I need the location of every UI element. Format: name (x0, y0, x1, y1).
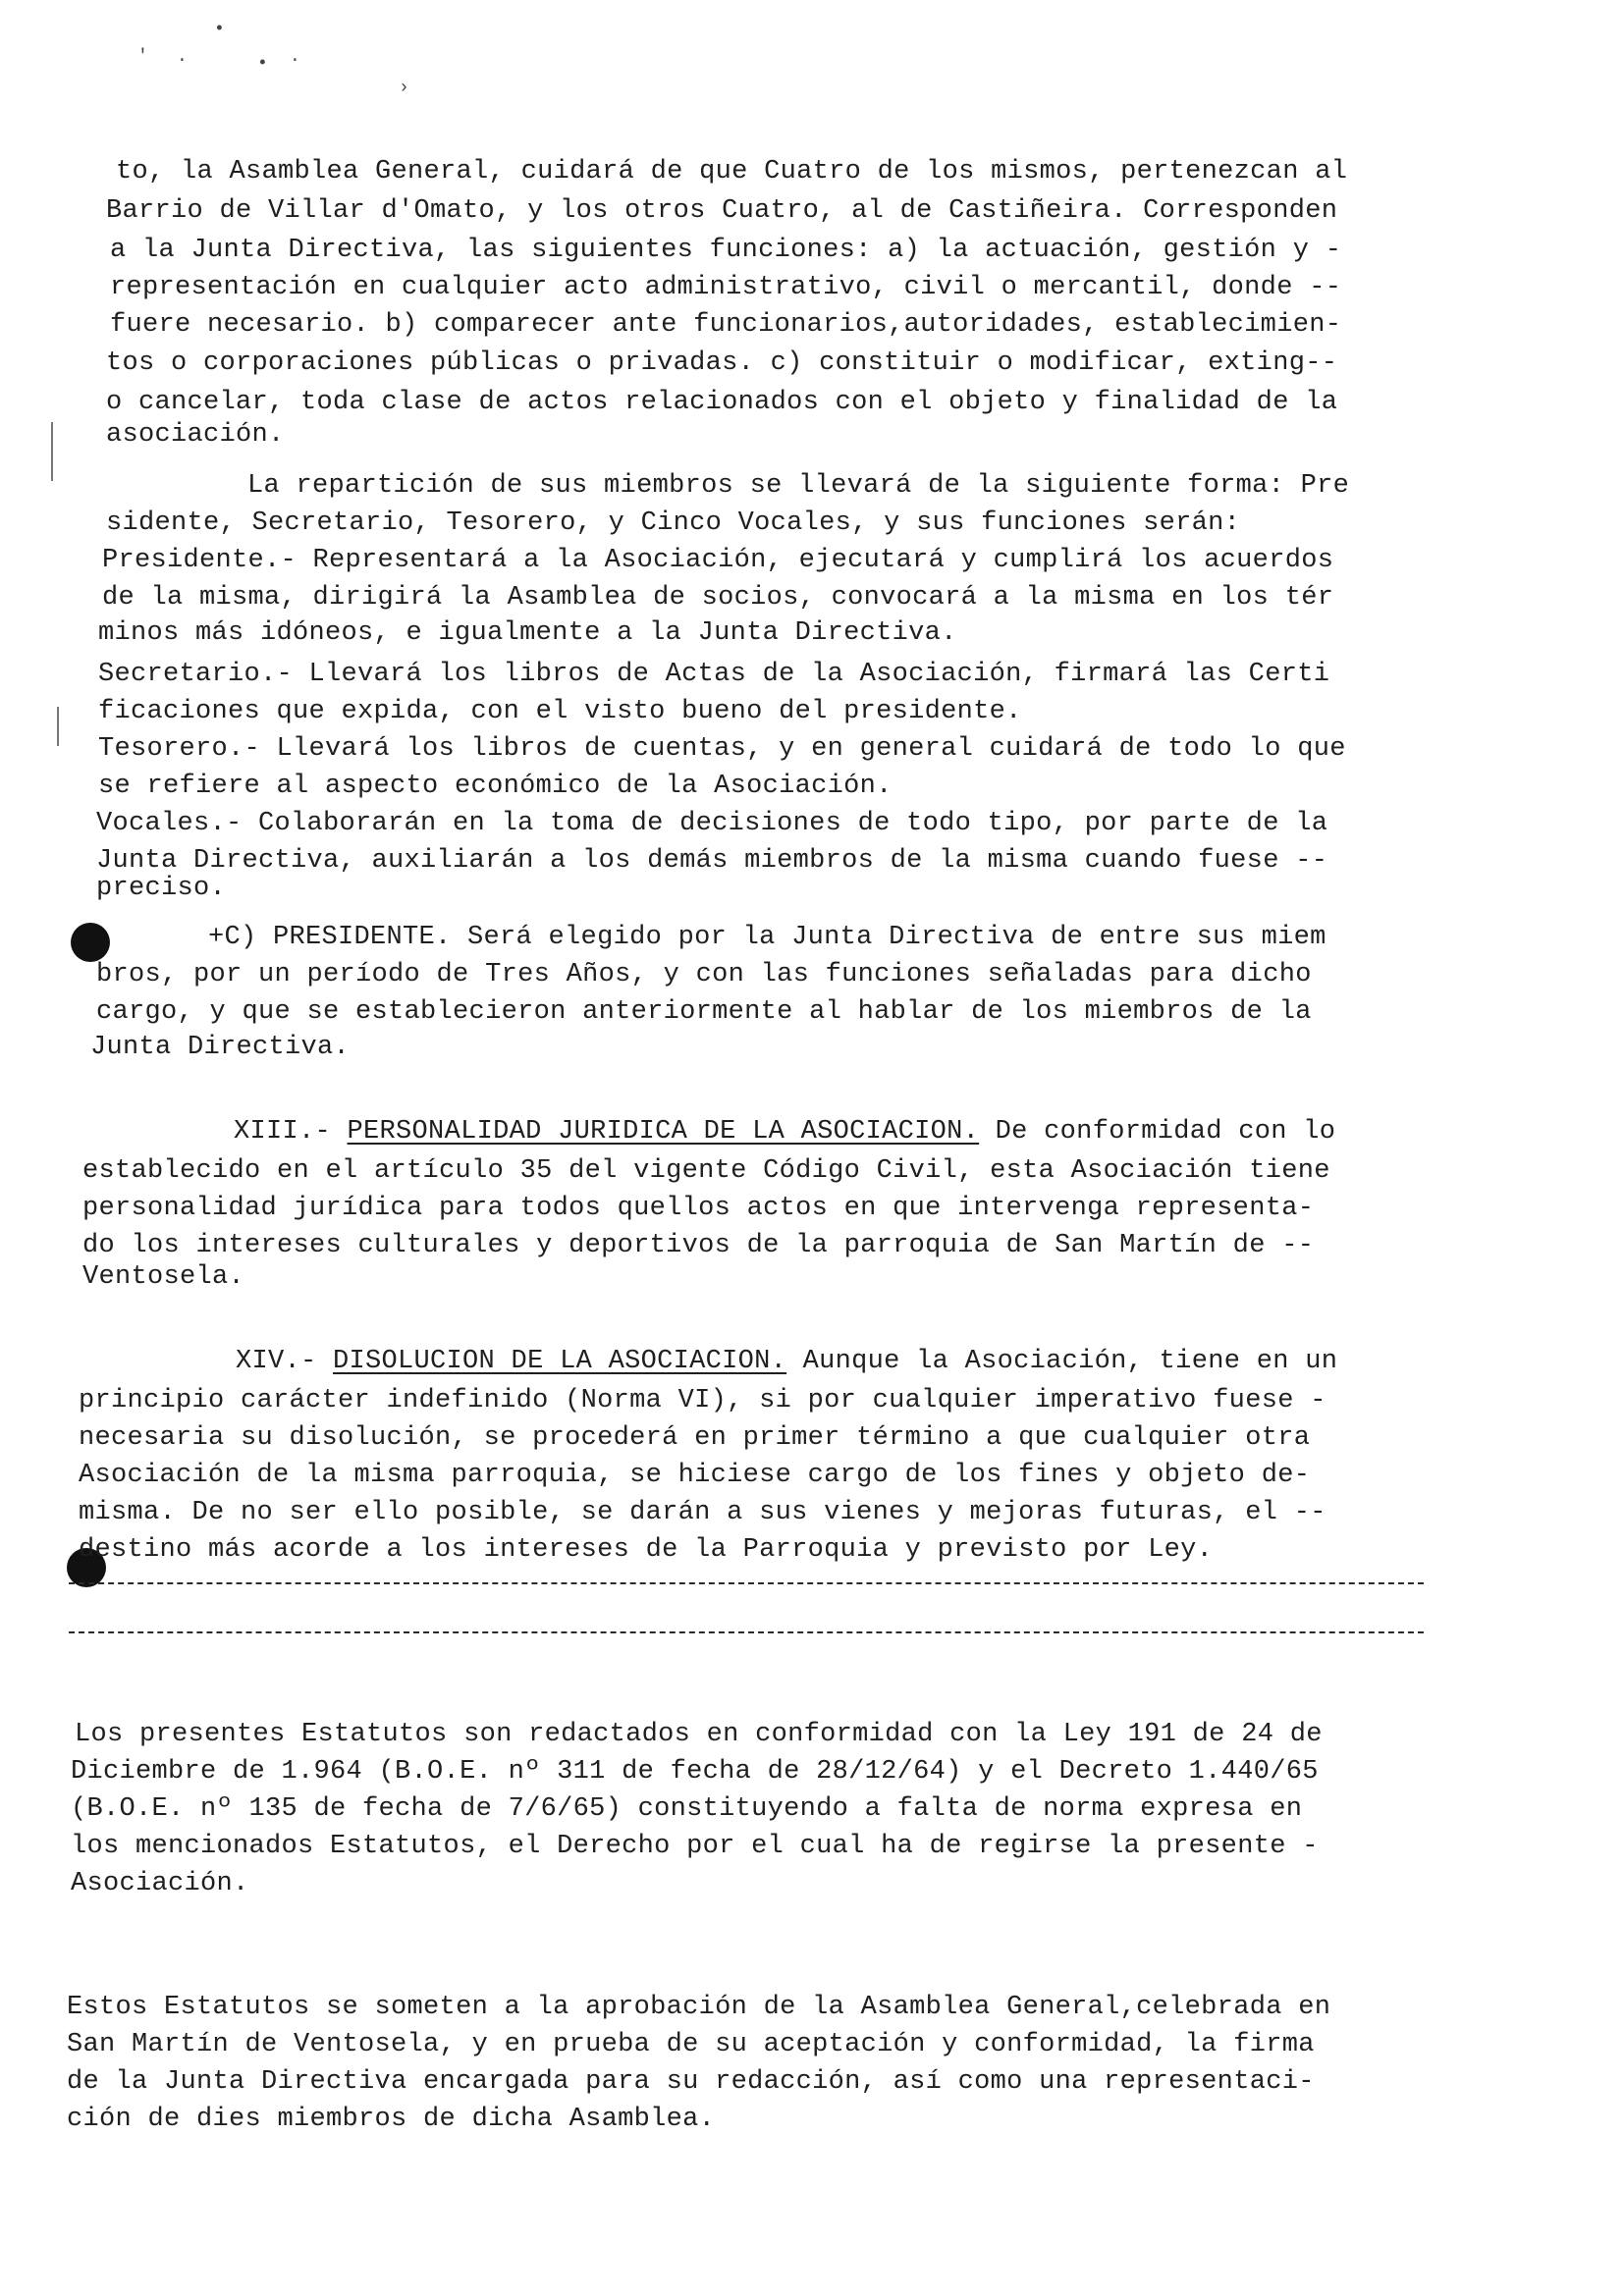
text-line: o cancelar, toda clase de actos relacionados con el objeto y finalidad de la (106, 388, 1338, 417)
text-line: Asociación de la misma parroquia, se hiciese cargo de los fines y objeto de- (79, 1461, 1311, 1490)
ink-speck: · (177, 51, 188, 71)
text-line: Los presentes Estatutos son redactados en conformidad con la Ley 191 de 24 de (75, 1720, 1323, 1749)
text-line: principio carácter indefinido (Norma VI), si por cualquier imperativo fuese - (79, 1386, 1326, 1415)
text-line: to, la Asamblea General, cuidará de que Cuatro de los mismos, pertenezcan al (116, 157, 1348, 187)
text-line: se refiere al aspecto económico de la Asociación. (98, 772, 893, 801)
text-line: Junta Directiva. (90, 1033, 351, 1062)
text-line: sidente, Secretario, Tesorero, y Cinco Vocales, y sus funciones serán: (106, 508, 1241, 538)
text-line: necesaria su disolución, se procederá en primer término a que cualquier otra (79, 1423, 1311, 1453)
binder-hole (71, 923, 110, 962)
text-line: Vocales.- Colaborarán en la toma de decisiones de todo tipo, por parte de la (96, 809, 1328, 838)
text-line: Junta Directiva, auxiliarán a los demás miembros de la misma cuando fuese -- (96, 846, 1328, 876)
ink-speck: · (290, 51, 300, 71)
text-line: La repartición de sus miembros se llevará de la siguiente forma: Pre (247, 471, 1350, 501)
section-number: XIV.- (236, 1347, 317, 1376)
text-line: Presidente.- Representará a la Asociación, ejecutará y cumplirá los acuerdos (102, 546, 1334, 575)
text-line: fuere necesario. b) comparecer ante funcionarios,autoridades, establecimien- (110, 310, 1342, 340)
text-line: Secretario.- Llevará los libros de Actas de la Asociación, firmará las Certi (98, 660, 1330, 689)
margin-mark (51, 422, 53, 481)
text-line: a la Junta Directiva, las siguientes funciones: a) la actuación, gestión y - (110, 236, 1342, 265)
text-line: bros, por un período de Tres Años, y con las funciones señaladas para dicho (96, 960, 1312, 989)
text-line: Aunque la Asociación, tiene en un (802, 1347, 1338, 1376)
text-line: ficaciones que expida, con el visto bueno del presidente. (98, 697, 1022, 726)
ink-speck: • (214, 20, 225, 39)
section-heading-xiii (234, 1117, 1335, 1147)
text-line: do los intereses culturales y deportivos de la parroquia de San Martín de -- (82, 1231, 1315, 1260)
text-line: misma. De no ser ello posible, se darán a sus vienes y mejoras futuras, el -- (79, 1498, 1326, 1527)
text-line: Asociación. (71, 1869, 249, 1898)
text-line: Tesorero.- Llevará los libros de cuentas, y en general cuidará de todo lo que (98, 734, 1346, 764)
ink-speck: › (399, 79, 409, 98)
text-line: asociación. (106, 420, 285, 450)
text-line: de la Junta Directiva encargada para su redacción, así como una representaci- (67, 2067, 1315, 2097)
text-line: Diciembre de 1.964 (B.O.E. nº 311 de fecha de 28/12/64) y el Decreto 1.440/65 (71, 1757, 1319, 1787)
dashed-rule (69, 1582, 1424, 1584)
text-line: Ventosela. (82, 1262, 245, 1292)
ink-speck: ' (137, 47, 148, 67)
text-line: los mencionados Estatutos, el Derecho por el cual ha de regirse la presente - (71, 1832, 1319, 1861)
text-line: establecido en el artículo 35 del vigente Código Civil, esta Asociación tiene (82, 1156, 1330, 1186)
text-line: representación en cualquier acto administrativo, civil o mercantil, donde -- (110, 273, 1342, 302)
section-title: PERSONALIDAD JURIDICA DE LA ASOCIACION. (347, 1117, 980, 1147)
text-line: (B.O.E. nº 135 de fecha de 7/6/65) constituyendo a falta de norma expresa en (71, 1794, 1303, 1824)
text-line: personalidad jurídica para todos quellos actos en que intervenga representa- (82, 1194, 1315, 1223)
dashed-rule (69, 1631, 1424, 1633)
section-number: XIII.- (234, 1117, 332, 1147)
text-line: Barrio de Villar d'Omato, y los otros Cuatro, al de Castiñeira. Corresponden (106, 196, 1338, 226)
text-line: San Martín de Ventosela, y en prueba de su aceptación y conformidad, la firma (67, 2030, 1315, 2059)
ink-speck: • (257, 54, 268, 74)
text-line: Estos Estatutos se someten a la aprobación de la Asamblea General,celebrada en (67, 1993, 1331, 2022)
text-line: minos más idóneos, e igualmente a la Junta Directiva. (98, 618, 957, 648)
text-line: +C) PRESIDENTE. Será elegido por la Junta Directiva de entre sus miem (208, 923, 1326, 952)
text-line: tos o corporaciones públicas o privadas. c) constituir o modificar, exting-- (106, 348, 1338, 378)
section-title: DISOLUCION DE LA ASOCIACION. (333, 1347, 787, 1376)
text-line: De conformidad con lo (995, 1117, 1336, 1147)
margin-mark (57, 707, 59, 746)
text-line: destino más acorde a los intereses de la Parroquia y previsto por Ley. (79, 1535, 1214, 1565)
text-line: de la misma, dirigirá la Asamblea de socios, convocará a la misma en los tér (102, 583, 1334, 613)
text-line: ción de dies miembros de dicha Asamblea. (67, 2105, 716, 2134)
text-line: preciso. (96, 874, 227, 903)
text-line: cargo, y que se establecieron anteriormente al hablar de los miembros de la (96, 997, 1312, 1027)
section-heading-xiv (236, 1347, 1337, 1376)
